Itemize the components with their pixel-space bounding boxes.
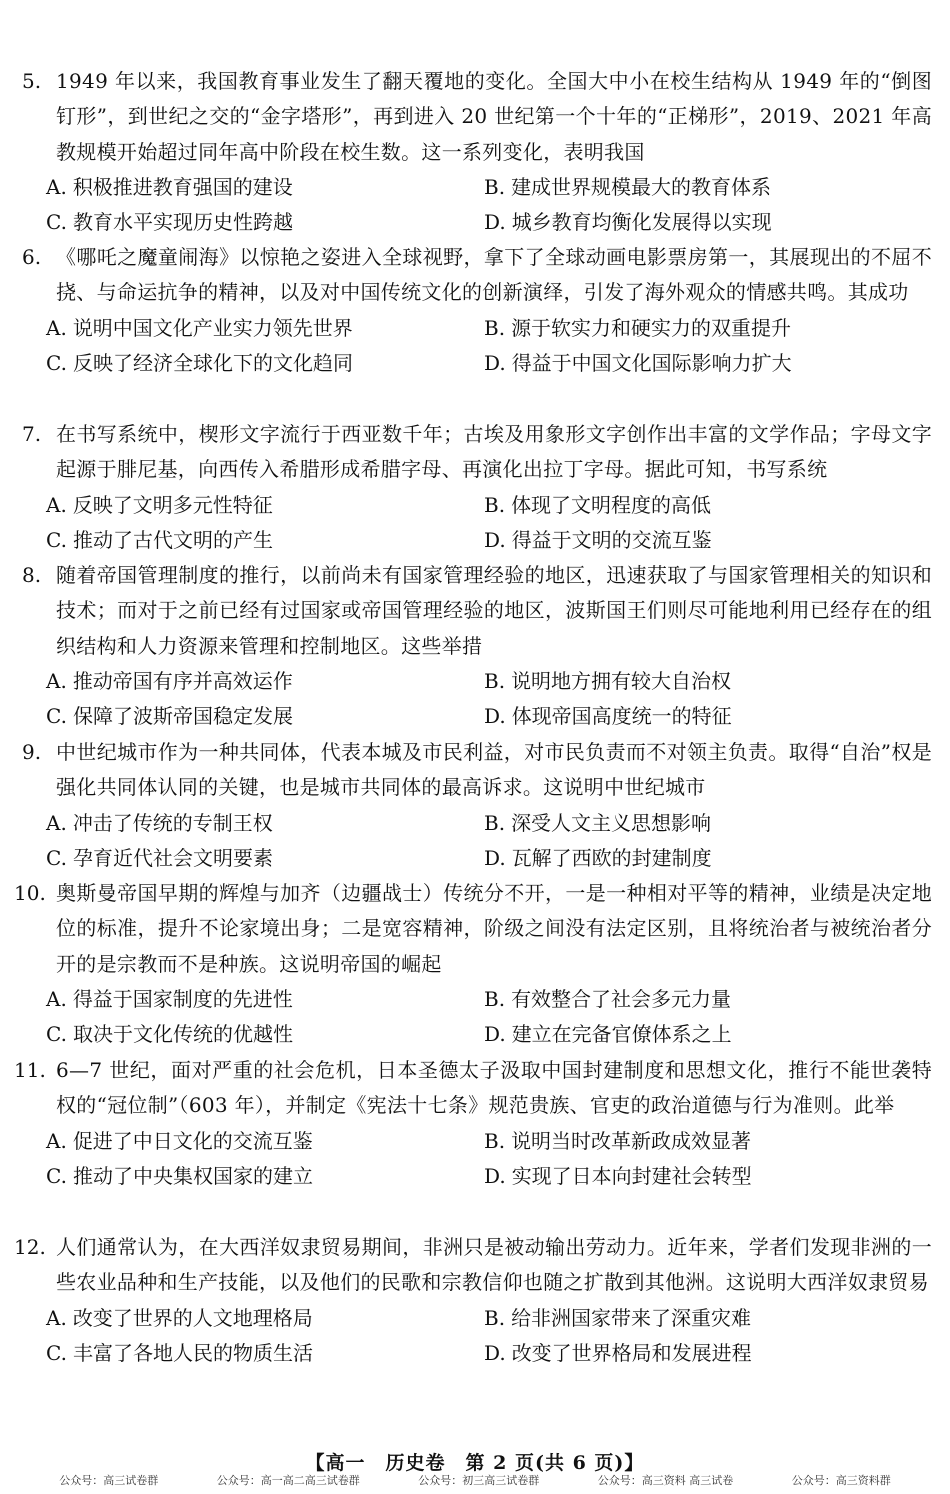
option-label: D.: [484, 704, 506, 729]
option-label: D.: [484, 1340, 506, 1365]
option-text: 冲击了传统的专制王权: [72, 810, 273, 835]
option-b: [484, 488, 904, 523]
option-b: [484, 982, 904, 1017]
option-text: 取决于文化传统的优越性: [72, 1022, 293, 1047]
option-text: 推动了中央集权国家的建立: [72, 1163, 313, 1188]
option-label: B.: [484, 810, 506, 835]
option-d: [484, 205, 904, 240]
option-d: [484, 841, 904, 876]
option-text: 推动帝国有序并高效运作: [72, 668, 293, 693]
option-label: C.: [46, 1340, 67, 1365]
option-c: [46, 841, 484, 876]
watermark-text: 公众号：高三试卷群: [59, 1474, 159, 1487]
option-a: [46, 311, 484, 346]
option-label: A.: [46, 1305, 67, 1330]
option-b: [484, 311, 904, 346]
option-label: B.: [484, 315, 506, 340]
options-grid: [0, 664, 950, 735]
watermark-text: 公众号：初三高三试卷群: [418, 1474, 540, 1487]
watermark-text: 公众号：高一高二高三试卷群: [216, 1474, 360, 1487]
option-c: [46, 346, 484, 381]
option-a: [46, 1301, 484, 1336]
option-b: [484, 1301, 904, 1336]
option-label: C.: [46, 1163, 67, 1188]
option-label: B.: [484, 1128, 506, 1153]
option-b: [484, 170, 904, 205]
option-text: 有效整合了社会多元力量: [511, 986, 732, 1011]
question-9: [0, 735, 950, 876]
option-label: B.: [484, 492, 506, 517]
option-text: 体现了文明程度的高低: [511, 492, 712, 517]
question-number: 8.: [22, 563, 42, 587]
option-label: D.: [484, 845, 506, 870]
option-d: [484, 523, 904, 558]
option-a: [46, 982, 484, 1017]
option-text: 反映了经济全球化下的文化趋同: [72, 350, 353, 375]
option-text: 瓦解了西欧的封建制度: [511, 845, 712, 870]
option-label: A.: [46, 174, 67, 199]
question-stem: 《哪吒之魔童闹海》以惊艳之姿进入全球视野，拿下了全球动画电影票房第一，其展现出的不屈不挠、与命运抗争的精神，以及对中国传统文化的创新演绎，引发了海外观众的情感共鸣。其成功: [56, 245, 932, 305]
option-label: C.: [46, 210, 67, 235]
option-text: 丰富了各地人民的物质生活: [72, 1340, 313, 1365]
option-text: 给非洲国家带来了深重灾难: [511, 1305, 752, 1330]
options-grid: [0, 806, 950, 877]
question-stem: 1949 年以来，我国教育事业发生了翻天覆地的变化。全国大中小在校生结构从 1949 年的“倒图钉形”，到世纪之交的“金字塔形”，再到进入 20 世纪第一个十年的“正梯形”，2019、2021 年高教规模开始超过同年高中阶段在校生数。这一系列变化，表明我国: [56, 69, 932, 164]
question-number: 11.: [14, 1058, 46, 1082]
option-label: A.: [46, 1128, 67, 1153]
option-text: 改变了世界的人文地理格局: [72, 1305, 313, 1330]
option-label: A.: [46, 810, 67, 835]
option-text: 孕育近代社会文明要素: [72, 845, 273, 870]
option-text: 积极推进教育强国的建设: [72, 174, 293, 199]
option-text: 说明当时改革新政成效显著: [511, 1128, 752, 1153]
option-text: 得益于国家制度的先进性: [72, 986, 293, 1011]
question-number: 9.: [22, 740, 42, 764]
option-label: A.: [46, 668, 67, 693]
option-b: [484, 806, 904, 841]
question-7: [0, 417, 950, 558]
option-b: [484, 664, 904, 699]
option-text: 得益于文明的交流互鉴: [511, 527, 712, 552]
option-label: C.: [46, 527, 67, 552]
question-10: [0, 876, 950, 1052]
option-label: A.: [46, 986, 67, 1011]
option-d: [484, 1017, 904, 1052]
question-number: 12.: [14, 1235, 46, 1259]
option-d: [484, 346, 904, 381]
watermark-bar: [0, 1472, 950, 1492]
option-text: 反映了文明多元性特征: [72, 492, 273, 517]
question-stem: 在书写系统中，楔形文字流行于西亚数千年；古埃及用象形文字创作出丰富的文学作品；字母文字起源于腓尼基，向西传入希腊形成希腊字母、再演化出拉丁字母。据此可知，书写系统: [56, 422, 932, 482]
question-number: 7.: [22, 422, 42, 446]
option-text: 说明地方拥有较大自治权: [511, 668, 732, 693]
option-c: [46, 1336, 484, 1371]
option-label: C.: [46, 845, 67, 870]
option-a: [46, 170, 484, 205]
question-stem: 人们通常认为，在大西洋奴隶贸易期间，非洲只是被动输出劳动力。近年来，学者们发现非洲的一些农业品种和生产技能，以及他们的民歌和宗教信仰也随之扩散到其他洲。这说明大西洋奴隶贸易: [56, 1235, 932, 1295]
option-text: 得益于中国文化国际影响力扩大: [511, 350, 792, 375]
option-text: 说明中国文化产业实力领先世界: [72, 315, 353, 340]
question-12: [0, 1230, 950, 1371]
option-label: D.: [484, 210, 506, 235]
option-text: 改变了世界格局和发展进程: [511, 1340, 752, 1365]
option-text: 建立在完备官僚体系之上: [511, 1022, 732, 1047]
question-8: [0, 558, 950, 734]
option-text: 体现帝国高度统一的特征: [511, 704, 732, 729]
option-text: 源于软实力和硬实力的双重提升: [511, 315, 792, 340]
option-text: 教育水平实现历史性跨越: [72, 210, 293, 235]
options-grid: [0, 1301, 950, 1372]
watermark-text: 公众号：高三资料群: [791, 1474, 891, 1487]
question-stem: 随着帝国管理制度的推行，以前尚未有国家管理经验的地区，迅速获取了与国家管理相关的知识和技术；而对于之前已经有过国家或帝国管理经验的地区，波斯国王们则尽可能地利用已经存在的组织结构和人力资源来管理和控制地区。这些举措: [56, 563, 932, 658]
option-d: [484, 1159, 904, 1194]
option-c: [46, 523, 484, 558]
option-a: [46, 806, 484, 841]
option-label: B.: [484, 174, 506, 199]
option-label: D.: [484, 1022, 506, 1047]
option-text: 实现了日本向封建社会转型: [511, 1163, 752, 1188]
option-label: D.: [484, 1163, 506, 1188]
question-stem: 6—7 世纪，面对严重的社会危机，日本圣德太子汲取中国封建制度和思想文化，推行不能世袭特权的“冠位制”（603 年），并制定《宪法十七条》规范贵族、官吏的政治道德与行为准则。此举: [56, 1058, 932, 1118]
option-label: D.: [484, 527, 506, 552]
question-number: 10.: [14, 881, 46, 905]
option-text: 促进了中日文化的交流互鉴: [72, 1128, 313, 1153]
option-c: [46, 205, 484, 240]
option-b: [484, 1124, 904, 1159]
question-5: [0, 64, 950, 240]
question-6: [0, 240, 950, 381]
option-text: 建成世界规模最大的教育体系: [511, 174, 772, 199]
option-label: C.: [46, 1022, 67, 1047]
option-a: [46, 664, 484, 699]
question-stem: 奥斯曼帝国早期的辉煌与加齐（边疆战士）传统分不开，一是一种相对平等的精神，业绩是决定地位的标准，提升不论家境出身；二是宽容精神，阶级之间没有法定区别，且将统治者与被统治者分开的是宗教而不是种族。这说明帝国的崛起: [56, 881, 932, 976]
option-a: [46, 1124, 484, 1159]
question-number: 6.: [22, 245, 42, 269]
option-label: D.: [484, 350, 506, 375]
option-c: [46, 1017, 484, 1052]
options-grid: [0, 1124, 950, 1195]
options-grid: [0, 488, 950, 559]
question-11: [0, 1053, 950, 1194]
question-stem: 中世纪城市作为一种共同体，代表本城及市民利益，对市民负责而不对领主负责。取得“自治”权是强化共同体认同的关键，也是城市共同体的最高诉求。这说明中世纪城市: [56, 740, 932, 800]
options-grid: [0, 311, 950, 382]
option-label: C.: [46, 350, 67, 375]
option-text: 城乡教育均衡化发展得以实现: [511, 210, 772, 235]
watermark-text: 公众号：高三资料 高三试卷: [597, 1474, 734, 1487]
question-number: 5.: [22, 69, 42, 93]
option-d: [484, 699, 904, 734]
options-grid: [0, 982, 950, 1053]
option-label: B.: [484, 986, 506, 1011]
option-c: [46, 699, 484, 734]
option-label: A.: [46, 492, 67, 517]
option-label: B.: [484, 668, 506, 693]
option-c: [46, 1159, 484, 1194]
option-label: B.: [484, 1305, 506, 1330]
options-grid: [0, 170, 950, 241]
option-label: A.: [46, 315, 67, 340]
option-d: [484, 1336, 904, 1371]
option-label: C.: [46, 704, 67, 729]
option-text: 深受人文主义思想影响: [511, 810, 712, 835]
option-text: 保障了波斯帝国稳定发展: [72, 704, 293, 729]
option-text: 推动了古代文明的产生: [72, 527, 273, 552]
page-footer: 【高一 历史卷 第 2 页(共 6 页)】: [305, 1452, 645, 1474]
option-a: [46, 488, 484, 523]
